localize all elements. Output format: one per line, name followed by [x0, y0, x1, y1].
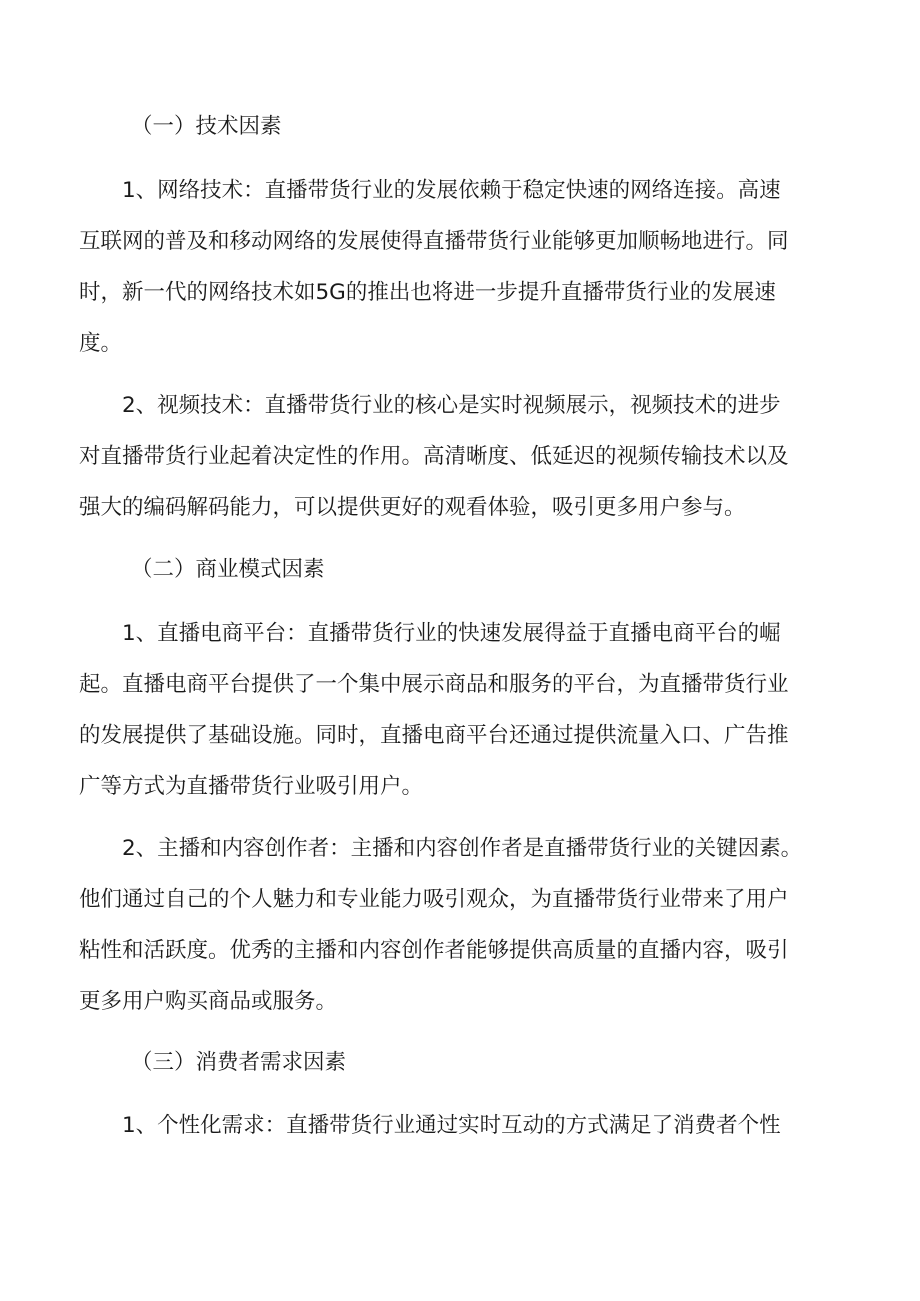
paragraph-line: 对直播带货行业起着决定性的作用。高清晰度、低延迟的视频传输技术以及 — [79, 444, 789, 469]
paragraph-line: 1、个性化需求：直播带货行业通过实时互动的方式满足了消费者个性 — [122, 1113, 781, 1138]
paragraph-line: 2、主播和内容创作者：主播和内容创作者是直播带货行业的关键因素。 — [122, 836, 803, 861]
paragraph-line: 互联网的普及和移动网络的发展使得直播带货行业能够更加顺畅地进行。同 — [79, 229, 789, 254]
paragraph-line: 时，新一代的网络技术如5G的推出也将进一步提升直播带货行业的发展速 — [79, 280, 776, 305]
paragraph-line: 1、网络技术：直播带货行业的发展依赖于稳定快速的网络连接。高速 — [122, 178, 781, 203]
section-heading-consumer-demand: （三）消费者需求因素 — [131, 1050, 347, 1075]
paragraph-line: 广等方式为直播带货行业吸引用户。 — [79, 774, 424, 799]
paragraph-line: 的发展提供了基础设施。同时，直播电商平台还通过提供流量入口、广告推 — [79, 723, 789, 748]
paragraph-line: 粘性和活跃度。优秀的主播和内容创作者能够提供高质量的直播内容，吸引 — [79, 938, 789, 963]
paragraph-line: 度。 — [79, 331, 123, 356]
paragraph-line: 更多用户购买商品或服务。 — [79, 989, 338, 1014]
paragraph-line: 2、视频技术：直播带货行业的核心是实时视频展示，视频技术的进步 — [122, 393, 781, 418]
paragraph-line: 1、直播电商平台：直播带货行业的快速发展得益于直播电商平台的崛 — [122, 621, 781, 646]
section-heading-business-model: （二）商业模式因素 — [131, 557, 325, 582]
paragraph-line: 起。直播电商平台提供了一个集中展示商品和服务的平台，为直播带货行业 — [79, 672, 789, 697]
paragraph-line: 他们通过自己的个人魅力和专业能力吸引观众，为直播带货行业带来了用户 — [79, 887, 789, 912]
section-heading-technology: （一）技术因素 — [131, 114, 282, 139]
paragraph-line: 强大的编码解码能力，可以提供更好的观看体验，吸引更多用户参与。 — [79, 495, 746, 520]
